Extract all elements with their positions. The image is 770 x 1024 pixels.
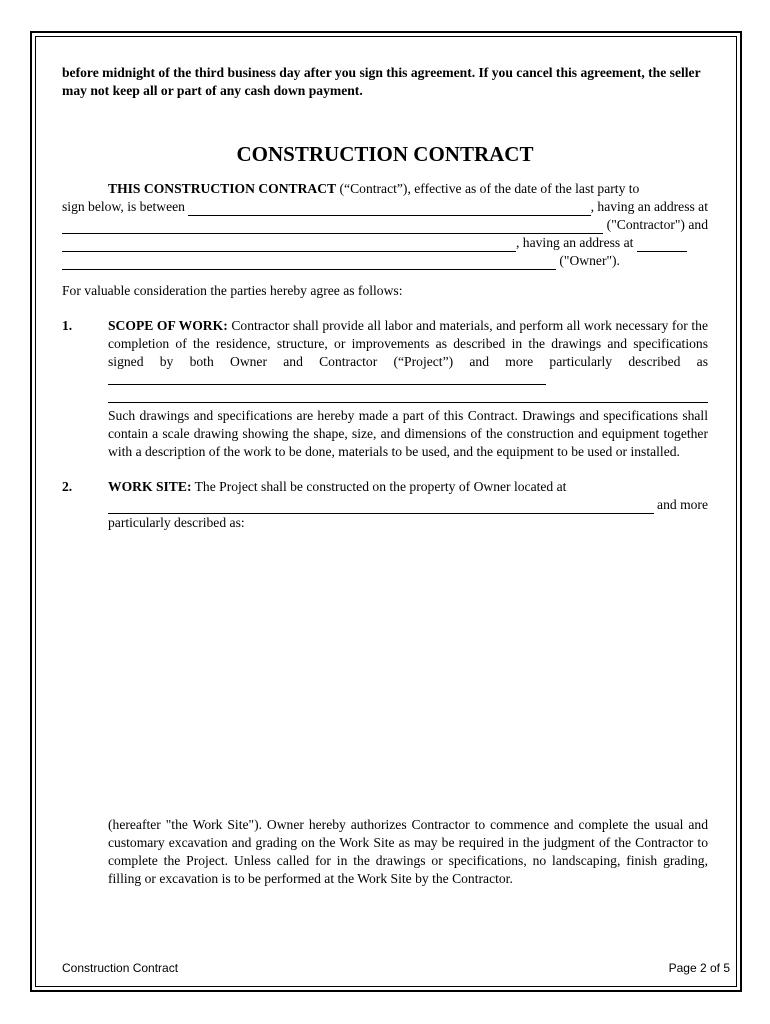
section-text: Contractor shall provide all labor and materials, and perform all work necessary for the completion of the residence, structure, or improvements as described in the drawings and specifications signed by both Owner and Contractor (“Project”) and more particularly described as [108,318,708,369]
work-site-description-area[interactable] [108,532,708,816]
section-work-site [62,478,708,888]
section-number: 2. [62,479,73,494]
intro-line2-suffix: , having an address at [590,199,708,214]
owner-address-field-start[interactable] [637,238,687,252]
section-heading: WORK SITE: [108,479,192,494]
intro-line4-suffix: , having an address at [516,235,634,250]
page-footer [62,961,730,975]
owner-name-field[interactable] [62,238,516,252]
section-heading: SCOPE OF WORK: [108,318,228,333]
section-scope-of-work [62,317,708,461]
intro-line5-suffix: ("Owner"). [556,253,620,268]
document-page [62,64,708,888]
intro-paragraph [62,180,708,270]
section-text-3: (hereafter "the Work Site"). Owner hereby authorizes Contractor to commence and complete the usual and customary excavation and grading on the Work Site as may be required in the judgment of the Contractor to complete the Project. Unless called for in the drawings or specifications, no landscaping, finish grading, filling or excavation is to be performed at the Work Site by the Contractor. [108,817,708,886]
intro-line3-suffix: ("Contractor") and [603,217,708,232]
intro-lead-rest: (“Contract”), effective as of the date of the last party to [336,181,640,196]
section-text-after: particularly described as: [108,515,245,530]
cancellation-notice: before midnight of the third business day after you sign this agreement. If you cancel this agreement, the seller may not keep all or part of any cash down payment. [62,65,701,98]
intro-line2-prefix: sign below, is between [62,199,189,214]
section-text: The Project shall be constructed on the property of Owner located at [191,479,567,494]
intro-lead-bold: THIS CONSTRUCTION CONTRACT [108,181,337,196]
work-site-address-field[interactable] [108,500,654,514]
section-line-suffix: and more [653,497,708,512]
project-description-field[interactable] [108,371,546,385]
contractor-address-field[interactable] [62,220,603,234]
party1-name-field[interactable] [188,202,590,216]
footer-page-number: Page 2 of 5 [668,961,730,975]
consideration-text: For valuable consideration the parties hereby agree as follows: [62,283,403,298]
footer-document-name: Construction Contract [62,961,179,975]
section-text-2: Such drawings and specifications are hereby made a part of this Contract. Drawings and specifications shall contain a scale drawing showing the shape, size, and dimensions of the construction and equipment together with a description of the work to be done, materials to be used, and the equipment to be used or installed. [108,408,708,459]
project-description-field-2[interactable] [108,390,708,403]
owner-address-field[interactable] [62,256,556,270]
section-number: 1. [62,318,73,333]
document-title: CONSTRUCTION CONTRACT [236,142,534,166]
